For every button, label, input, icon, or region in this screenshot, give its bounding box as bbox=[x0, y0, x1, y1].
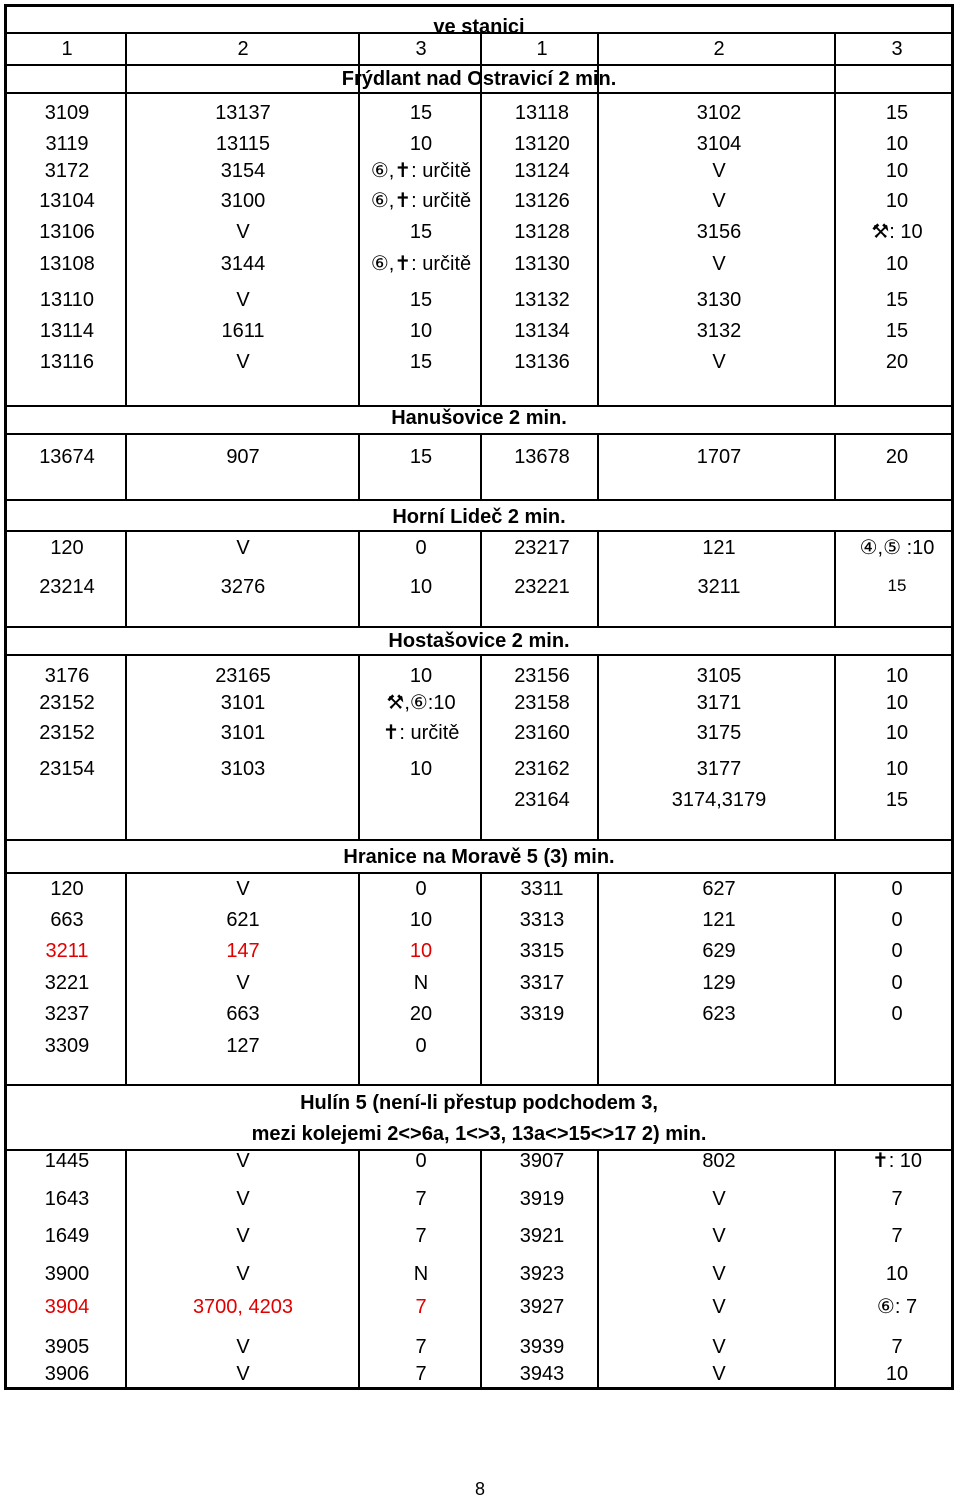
table-cell: 3904 bbox=[44, 1296, 90, 1318]
table-cell: 15 bbox=[885, 320, 909, 342]
table-cell: 3130 bbox=[696, 289, 742, 311]
table-cell: 10 bbox=[409, 320, 433, 342]
table-cell: 3315 bbox=[519, 940, 565, 962]
table-cell: 3939 bbox=[519, 1336, 565, 1358]
table-cell: 13114 bbox=[39, 320, 95, 342]
table-cell: 13678 bbox=[514, 446, 570, 468]
table-cell: V bbox=[236, 1150, 250, 1172]
table-cell: 15 bbox=[409, 289, 433, 311]
table-cell: 127 bbox=[226, 1035, 260, 1057]
table-cell: 23164 bbox=[514, 789, 570, 811]
table-cell: V bbox=[712, 1296, 726, 1318]
station-title: Hostašovice 2 min. bbox=[388, 630, 570, 652]
table-cell: V bbox=[236, 1263, 250, 1285]
table-cell: ✝: určitě bbox=[382, 722, 460, 744]
table-cell: V bbox=[236, 351, 250, 373]
table-cell: 3101 bbox=[220, 722, 266, 744]
table-cell: 7 bbox=[415, 1336, 427, 1358]
table-cell: V bbox=[712, 351, 726, 373]
table-cell: 1643 bbox=[44, 1188, 90, 1210]
station-title: Hulín 5 (není-li přestup podchodem 3, bbox=[300, 1092, 658, 1114]
table-cell: 0 bbox=[415, 537, 427, 559]
table-cell: ⑥,✝: určitě bbox=[370, 253, 472, 275]
table-cell: 7 bbox=[415, 1188, 427, 1210]
table-title: ve stanici bbox=[433, 16, 525, 38]
table-cell: 3319 bbox=[519, 1003, 565, 1025]
table-cell: 15 bbox=[885, 102, 909, 124]
table-cell: 907 bbox=[226, 446, 260, 468]
table-cell: V bbox=[236, 1188, 250, 1210]
table-cell: V bbox=[712, 160, 726, 182]
station-title: Frýdlant nad Ostravicí 2 min. bbox=[341, 68, 617, 90]
grid-row-line bbox=[7, 499, 951, 501]
table-cell: 3921 bbox=[519, 1225, 565, 1247]
table-cell: 663 bbox=[226, 1003, 260, 1025]
table-cell: 13110 bbox=[39, 289, 95, 311]
table-cell: 3105 bbox=[696, 665, 742, 687]
table-cell: 10 bbox=[409, 133, 433, 155]
table-cell: V bbox=[236, 1336, 250, 1358]
table-cell: 10 bbox=[885, 665, 909, 687]
table-cell: 23152 bbox=[39, 722, 95, 744]
table-cell: 10 bbox=[885, 1363, 909, 1385]
table-cell: 3104 bbox=[696, 133, 742, 155]
column-number-2: 2 bbox=[237, 38, 249, 60]
table-cell: 1445 bbox=[44, 1150, 90, 1172]
table-cell: 13128 bbox=[514, 221, 570, 243]
table-cell: 3174,3179 bbox=[671, 789, 767, 811]
table-cell: 3700, 4203 bbox=[192, 1296, 294, 1318]
table-cell: 23214 bbox=[39, 576, 95, 598]
table-cell: 10 bbox=[409, 940, 433, 962]
table-cell: 0 bbox=[891, 972, 903, 994]
table-cell: 3100 bbox=[220, 190, 266, 212]
table-cell: 3102 bbox=[696, 102, 742, 124]
grid-row-line bbox=[7, 92, 951, 94]
table-cell: V bbox=[236, 221, 250, 243]
table-cell: 13124 bbox=[514, 160, 570, 182]
table-cell: 3905 bbox=[44, 1336, 90, 1358]
table-cell: 0 bbox=[891, 878, 903, 900]
table-cell: 3276 bbox=[220, 576, 266, 598]
table-cell: 10 bbox=[409, 909, 433, 931]
table-cell: 3943 bbox=[519, 1363, 565, 1385]
table-cell: 23162 bbox=[514, 758, 570, 780]
table-cell: 3221 bbox=[44, 972, 90, 994]
table-cell: 629 bbox=[702, 940, 736, 962]
table-cell: 3927 bbox=[519, 1296, 565, 1318]
table-cell: V bbox=[712, 190, 726, 212]
table-cell: 23221 bbox=[514, 576, 570, 598]
table-cell: 15 bbox=[885, 289, 909, 311]
table-cell: N bbox=[413, 1263, 429, 1285]
grid-row-line bbox=[7, 839, 951, 841]
table-cell: 120 bbox=[50, 537, 84, 559]
table-cell: 7 bbox=[891, 1188, 903, 1210]
table-cell: 13136 bbox=[514, 351, 570, 373]
table-cell: 121 bbox=[702, 909, 736, 931]
table-cell: 10 bbox=[409, 576, 433, 598]
table-cell: 13674 bbox=[39, 446, 95, 468]
table-cell: 1611 bbox=[221, 320, 265, 342]
table-cell: 15 bbox=[409, 221, 433, 243]
table-cell: 0 bbox=[415, 1035, 427, 1057]
column-number-5: 2 bbox=[713, 38, 725, 60]
grid-row-line bbox=[7, 626, 951, 628]
table-cell: 3309 bbox=[44, 1035, 90, 1057]
table-cell: 15 bbox=[409, 102, 433, 124]
table-cell: 147 bbox=[226, 940, 260, 962]
table-cell: 10 bbox=[885, 190, 909, 212]
timetable-sheet bbox=[4, 4, 954, 1390]
table-cell: 3317 bbox=[519, 972, 565, 994]
table-cell: V bbox=[236, 289, 250, 311]
table-cell: 10 bbox=[885, 722, 909, 744]
column-number-4: 1 bbox=[536, 38, 548, 60]
table-cell: 10 bbox=[885, 692, 909, 714]
table-cell: V bbox=[236, 878, 250, 900]
table-cell: 20 bbox=[885, 446, 909, 468]
table-cell: 3154 bbox=[220, 160, 266, 182]
table-cell: V bbox=[236, 537, 250, 559]
table-cell: 15 bbox=[885, 789, 909, 811]
table-cell: 10 bbox=[409, 758, 433, 780]
page-number: 8 bbox=[474, 1479, 485, 1499]
table-cell: 15 bbox=[887, 576, 907, 595]
grid-row-line bbox=[7, 530, 951, 532]
table-cell: 13134 bbox=[514, 320, 570, 342]
table-cell: 3144 bbox=[220, 253, 266, 275]
table-cell: 13106 bbox=[39, 221, 95, 243]
table-cell: 0 bbox=[891, 909, 903, 931]
table-cell: 0 bbox=[415, 878, 427, 900]
table-cell: 10 bbox=[885, 253, 909, 275]
table-cell: V bbox=[712, 253, 726, 275]
table-cell: 7 bbox=[415, 1363, 427, 1385]
table-cell: 3101 bbox=[220, 692, 266, 714]
grid-column-line bbox=[834, 434, 836, 500]
column-number-3: 3 bbox=[415, 38, 427, 60]
table-cell: V bbox=[236, 1225, 250, 1247]
table-cell: 0 bbox=[891, 940, 903, 962]
table-cell: 3311 bbox=[520, 878, 564, 900]
table-cell: 10 bbox=[885, 1263, 909, 1285]
grid-column-line bbox=[480, 434, 482, 500]
table-cell: 3919 bbox=[519, 1188, 565, 1210]
table-cell: 13130 bbox=[514, 253, 570, 275]
table-cell: V bbox=[712, 1336, 726, 1358]
station-title: Hranice na Moravě 5 (3) min. bbox=[343, 846, 615, 868]
table-cell: 13126 bbox=[514, 190, 570, 212]
table-cell: 1649 bbox=[44, 1225, 90, 1247]
table-cell: 627 bbox=[702, 878, 736, 900]
table-cell: 0 bbox=[415, 1150, 427, 1172]
table-cell: 3171 bbox=[696, 692, 742, 714]
table-cell: ⚒,⑥:10 bbox=[386, 692, 456, 714]
table-cell: 10 bbox=[885, 133, 909, 155]
table-cell: V bbox=[712, 1225, 726, 1247]
column-number-1: 1 bbox=[61, 38, 73, 60]
station-title: Hanušovice 2 min. bbox=[391, 407, 567, 429]
table-cell: 7 bbox=[415, 1225, 427, 1247]
grid-row-line bbox=[7, 64, 951, 66]
table-cell: 802 bbox=[702, 1150, 736, 1172]
table-cell: V bbox=[712, 1263, 726, 1285]
table-cell: 120 bbox=[50, 878, 84, 900]
table-cell: 621 bbox=[226, 909, 260, 931]
grid-column-line bbox=[597, 434, 599, 500]
table-cell: 3176 bbox=[44, 665, 90, 687]
table-cell: 13104 bbox=[39, 190, 95, 212]
table-cell: 13137 bbox=[215, 102, 271, 124]
table-cell: 1707 bbox=[696, 446, 742, 468]
table-cell: 3119 bbox=[45, 133, 89, 155]
table-cell: 129 bbox=[702, 972, 736, 994]
station-title: Horní Lideč 2 min. bbox=[392, 506, 566, 528]
column-number-6: 3 bbox=[891, 38, 903, 60]
grid-row-line bbox=[7, 654, 951, 656]
table-cell: 3103 bbox=[220, 758, 266, 780]
table-cell: ⑥: 7 bbox=[876, 1296, 918, 1318]
table-cell: 3237 bbox=[44, 1003, 90, 1025]
grid-row-line bbox=[7, 872, 951, 874]
table-cell: 3172 bbox=[44, 160, 90, 182]
table-cell: V bbox=[236, 1363, 250, 1385]
table-cell: 23217 bbox=[514, 537, 570, 559]
table-cell: 20 bbox=[885, 351, 909, 373]
table-cell: 13132 bbox=[514, 289, 570, 311]
table-cell: 121 bbox=[702, 537, 736, 559]
grid-row-line bbox=[7, 433, 951, 435]
table-cell: 13108 bbox=[39, 253, 95, 275]
station-title: mezi kolejemi 2<>6a, 1<>3, 13a<>15<>17 2) min. bbox=[251, 1123, 707, 1145]
table-cell: 3109 bbox=[44, 102, 90, 124]
grid-row-line bbox=[7, 1084, 951, 1086]
table-cell: ⚒: 10 bbox=[871, 221, 923, 243]
table-cell: 23160 bbox=[514, 722, 570, 744]
table-cell: 13118 bbox=[514, 102, 570, 124]
table-cell: ⑥,✝: určitě bbox=[370, 190, 472, 212]
table-cell: 13120 bbox=[514, 133, 570, 155]
table-cell: N bbox=[413, 972, 429, 994]
table-cell: 10 bbox=[409, 665, 433, 687]
table-cell: 3900 bbox=[44, 1263, 90, 1285]
table-cell: V bbox=[236, 972, 250, 994]
table-cell: 3923 bbox=[519, 1263, 565, 1285]
table-cell: 10 bbox=[885, 758, 909, 780]
table-cell: 23165 bbox=[215, 665, 271, 687]
table-cell: 15 bbox=[409, 351, 433, 373]
table-cell: 623 bbox=[702, 1003, 736, 1025]
table-cell: 23156 bbox=[514, 665, 570, 687]
table-cell: 23158 bbox=[514, 692, 570, 714]
table-cell: 3313 bbox=[519, 909, 565, 931]
table-cell: 3132 bbox=[696, 320, 742, 342]
table-cell: 23154 bbox=[39, 758, 95, 780]
grid-column-line bbox=[358, 434, 360, 500]
table-cell: 3156 bbox=[696, 221, 742, 243]
table-cell: 3211 bbox=[697, 576, 741, 598]
table-cell: 7 bbox=[415, 1296, 427, 1318]
table-cell: 20 bbox=[409, 1003, 433, 1025]
table-cell: 10 bbox=[885, 160, 909, 182]
table-cell: ④,⑤ :10 bbox=[859, 537, 935, 559]
table-cell: 663 bbox=[50, 909, 84, 931]
table-cell: 15 bbox=[409, 446, 433, 468]
table-cell: 13116 bbox=[39, 351, 95, 373]
table-cell: V bbox=[712, 1363, 726, 1385]
table-cell: V bbox=[712, 1188, 726, 1210]
table-cell: 3906 bbox=[44, 1363, 90, 1385]
table-cell: 0 bbox=[891, 1003, 903, 1025]
table-cell: 13115 bbox=[215, 133, 271, 155]
table-cell: 23152 bbox=[39, 692, 95, 714]
table-cell: 3211 bbox=[45, 940, 89, 962]
table-cell: ⑥,✝: určitě bbox=[370, 160, 472, 182]
table-cell: ✝: 10 bbox=[871, 1150, 923, 1172]
table-cell: 7 bbox=[891, 1225, 903, 1247]
table-cell: 3907 bbox=[519, 1150, 565, 1172]
table-cell: 7 bbox=[891, 1336, 903, 1358]
table-cell: 3175 bbox=[696, 722, 742, 744]
table-cell: 3177 bbox=[696, 758, 742, 780]
grid-column-line bbox=[125, 434, 127, 500]
